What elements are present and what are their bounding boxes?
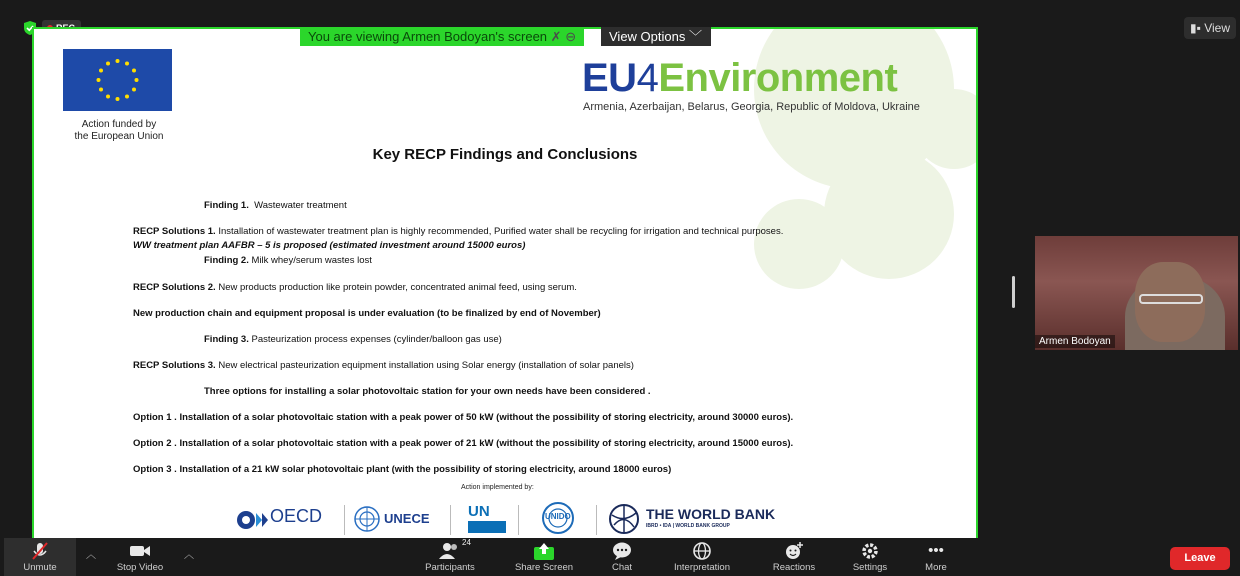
viewing-text: You are viewing Armen Bodoyan's screen (308, 29, 548, 44)
finding-2 (204, 255, 372, 266)
slide-title-text: Key RECP Findings and Conclusions (372, 146, 638, 163)
world-bank-text: THE WORLD BANK (646, 506, 776, 522)
solution-2-text: New products production like protein powder, concentrated animal feed, using serum. (218, 282, 577, 293)
world-bank-logo (608, 501, 778, 537)
finding-3-text: Pasteurization process expenses (cylinder/balloon gas use) (251, 334, 502, 345)
production-chain-text: New production chain and equipment proposal is under evaluation (to be finalized by end of November) (133, 308, 601, 319)
eu-flag-logo (63, 49, 172, 111)
participant-name: Armen Bodoyan (1035, 335, 1115, 348)
solution-2-label: RECP Solutions 2. (133, 282, 216, 293)
participant-glasses (1139, 294, 1203, 304)
pin-icon[interactable]: ✗ (550, 29, 562, 44)
globe-icon (664, 538, 740, 562)
stop-circle-icon[interactable]: ⊖ (565, 29, 577, 44)
solution-1-text: Installation of wastewater treatment plan is highly recommended, Purified water shall be recycling for irrigation and technical purposes. (218, 226, 784, 237)
unmute-label: Unmute (23, 562, 57, 573)
solution-3 (133, 360, 634, 371)
logo-divider (518, 505, 519, 535)
more-button[interactable] (912, 538, 960, 576)
share-screen-button[interactable] (506, 538, 582, 576)
view-button[interactable] (1184, 17, 1236, 39)
stop-video-label: Stop Video (116, 562, 164, 573)
video-options-chevron-icon[interactable]: ︿ (184, 550, 194, 561)
chat-label: Chat (611, 562, 633, 573)
option-3 (133, 464, 671, 475)
three-options-text: Three options for installing a solar photovoltaic station for your own needs have been considered . (204, 386, 651, 397)
option-1-text: Option 1 . Installation of a solar photovoltaic station with a peak power of 50 kW (without the possibility of storing electricity, around 30000 euros). (133, 412, 794, 423)
production-chain-note (133, 308, 601, 319)
finding-3-label: Finding 3. (204, 334, 249, 345)
un-environment-logo (468, 501, 508, 537)
interpretation-button[interactable] (664, 538, 740, 576)
chevron-down-icon: ﹀ (688, 29, 702, 44)
unido-text: UNIDO (545, 512, 571, 521)
finding-1-label: Finding 1. (204, 200, 249, 211)
settings-label: Settings (852, 562, 888, 573)
view-button-label: View (1204, 21, 1230, 35)
eu-caption-line2: the European Union (74, 131, 164, 142)
option-2 (133, 438, 793, 449)
logo-divider (596, 505, 597, 535)
participants-count: 24 (462, 538, 471, 547)
leave-button[interactable]: Leave (1170, 547, 1230, 570)
solution-3-label: RECP Solutions 3. (133, 360, 216, 371)
participants-label: Participants (425, 562, 475, 573)
finding-3 (204, 334, 502, 345)
gear-icon (842, 538, 898, 562)
logo-divider (344, 505, 345, 535)
solution-1 (133, 226, 783, 237)
unece-logo (354, 501, 444, 537)
unido-logo (538, 501, 582, 537)
finding-2-text: Milk whey/serum wastes lost (251, 255, 372, 266)
countries-subtitle: Armenia, Azerbaijan, Belarus, Georgia, Republic of Moldova, Ukraine (583, 101, 920, 113)
eu4environment-logo (582, 57, 897, 99)
chat-icon (596, 538, 648, 562)
panel-resize-handle[interactable] (1012, 276, 1015, 308)
meeting-toolbar (0, 538, 1240, 576)
emoji-plus-icon (764, 538, 824, 562)
video-camera-icon (104, 538, 176, 562)
slide-title (34, 146, 976, 163)
unmute-button[interactable] (4, 538, 76, 576)
interpretation-label: Interpretation (674, 562, 730, 573)
finding-1 (204, 200, 347, 211)
unece-text: UNECE (384, 511, 430, 526)
logo-divider (450, 505, 451, 535)
world-bank-globe-icon (608, 503, 640, 535)
solution-1-detail (133, 240, 525, 251)
reactions-button[interactable] (764, 538, 824, 576)
oecd-logo (236, 501, 336, 537)
chat-button[interactable] (596, 538, 648, 576)
more-dots-icon: ••• (928, 542, 944, 559)
shared-slide (32, 27, 978, 538)
share-screen-label: Share Screen (514, 562, 574, 573)
microphone-muted-icon (4, 538, 76, 562)
view-options-label: View Options (609, 29, 686, 44)
oecd-emblem-icon (236, 505, 270, 535)
participants-icon (414, 538, 486, 562)
solution-1-italic: WW treatment plan AAFBR – 5 is proposed (estimated investment around 15000 euros) (133, 240, 526, 251)
option-2-text: Option 2 . Installation of a solar photovoltaic station with a peak power of 21 kW (without the possibility of storing electricity, around 15000 euros). (133, 438, 794, 449)
stop-video-button[interactable] (104, 538, 176, 576)
eu-caption-line1: Action funded by (81, 119, 157, 130)
participant-video[interactable] (1035, 236, 1238, 350)
participants-button[interactable] (414, 538, 486, 576)
finding-1-text: Wastewater treatment (254, 200, 347, 211)
solution-2 (133, 282, 577, 293)
audio-options-chevron-icon[interactable]: ︿ (86, 550, 96, 561)
option-1 (133, 412, 793, 423)
implemented-by-label: Action implemented by: (461, 484, 534, 491)
view-options-button[interactable] (601, 27, 711, 46)
brand-environment: Environment (658, 56, 898, 100)
settings-button[interactable] (842, 538, 898, 576)
three-options-heading (204, 386, 651, 397)
view-layout-icon: ▮▪ (1190, 21, 1201, 35)
brand-4: 4 (636, 56, 659, 100)
un-environment-bar (468, 521, 506, 533)
brand-eu: EU (582, 56, 637, 100)
option-3-text: Option 3 . Installation of a 21 kW solar photovoltaic plant (with the possibility of storing electricity, around 18000 euros) (133, 464, 672, 475)
screen-share-banner (300, 27, 584, 46)
finding-2-label: Finding 2. (204, 255, 249, 266)
share-screen-icon (506, 538, 582, 562)
more-label: More (925, 562, 947, 573)
un-environment-text: UN (468, 503, 490, 520)
un-emblem-icon (354, 506, 380, 532)
solution-3-text: New electrical pasteurization equipment installation using Solar energy (installation of solar panels) (218, 360, 634, 371)
eu-funding-caption (54, 119, 184, 143)
oecd-text: OECD (270, 506, 323, 526)
world-bank-subtext: IBRD • IDA | WORLD BANK GROUP (646, 523, 730, 529)
solution-1-label: RECP Solutions 1. (133, 226, 216, 237)
reactions-label: Reactions (772, 562, 816, 573)
